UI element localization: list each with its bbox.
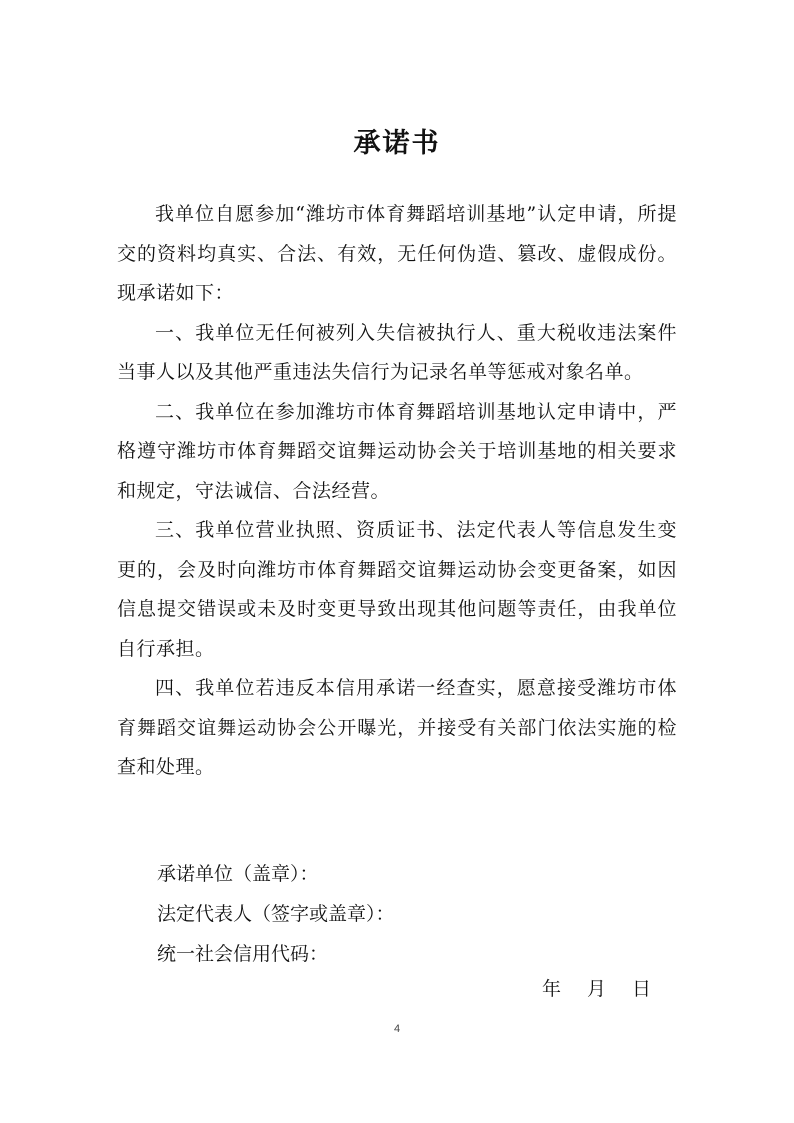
date-year-label: 年 — [542, 978, 562, 1000]
intro-paragraph: 我单位自愿参加“潍坊市体育舞蹈培训基地”认定申请，所提交的资料均真实、合法、有效，无任何伪造、篡改、虚假成份。现承诺如下： — [117, 203, 677, 304]
date-day-label: 日 — [632, 978, 652, 1000]
commitment-item-3: 三、我单位营业执照、资质证书、法定代表人等信息发生变更的，会及时向潍坊市体育舞蹈交谊舞运动协会变更备案，如因信息提交错误或未及时变更导致出现其他问题等责任，由我单位自行承担。 — [117, 519, 677, 660]
credit-code-label: 统一社会信用代码： — [157, 943, 329, 965]
page-number: 4 — [393, 1023, 401, 1035]
signature-block — [157, 854, 395, 974]
commitment-item-4: 四、我单位若违反本信用承诺一经查实，愿意接受潍坊市体育舞蹈交谊舞运动协会公开曝光，并接受有关部门依法实施的检查和处理。 — [117, 677, 677, 778]
commitment-item-2: 二、我单位在参加潍坊市体育舞蹈培训基地认定申请中，严格遵守潍坊市体育舞蹈交谊舞运动协会关于培训基地的相关要求和规定，守法诚信、合法经营。 — [117, 400, 677, 502]
document-title: 承诺书 — [353, 128, 441, 159]
date-month-label: 月 — [587, 978, 607, 1000]
committing-unit-label: 承诺单位（盖章）： — [157, 863, 319, 885]
document-body — [117, 195, 677, 788]
date-line — [542, 967, 651, 1011]
commitment-item-1: 一、我单位无任何被列入失信被执行人、重大税收违法案件当事人以及其他严重违法失信行为记录名单等惩戒对象名单。 — [117, 321, 677, 383]
legal-representative-label: 法定代表人（签字或盖章）： — [157, 903, 395, 925]
